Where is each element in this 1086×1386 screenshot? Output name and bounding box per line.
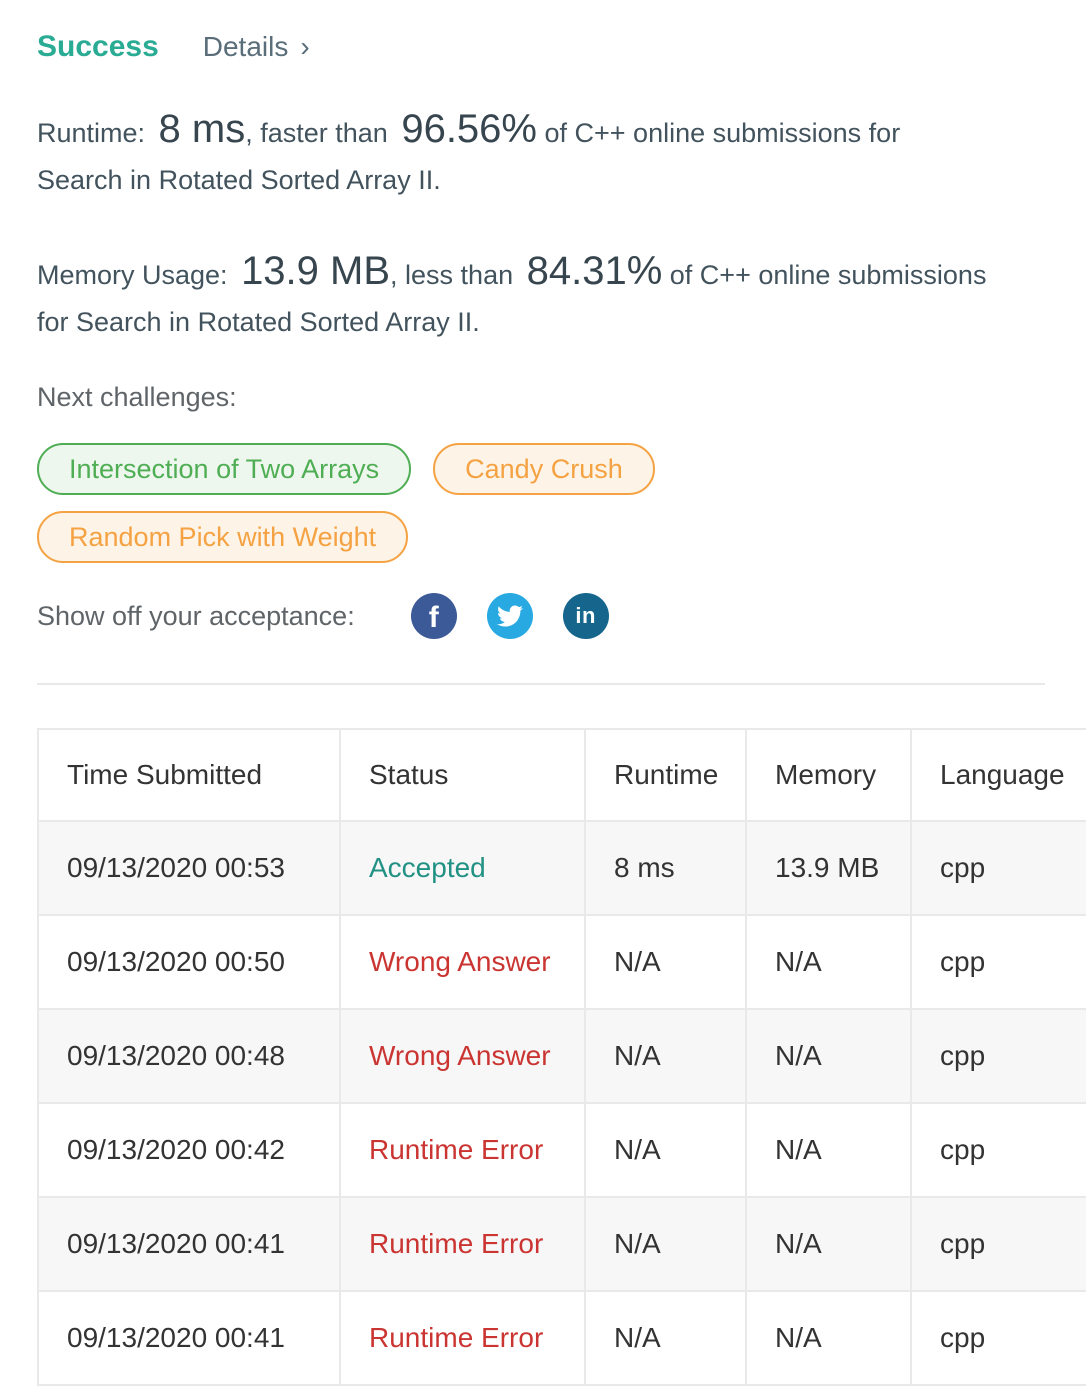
section-divider [37,683,1045,685]
submission-row [38,821,1086,915]
language-cell [911,1009,1086,1103]
result-header [37,30,1086,66]
runtime-cell [585,915,746,1009]
column-header-runtime: Runtime [585,729,746,821]
time-cell-text: 09/13/2020 00:48 [67,1040,285,1071]
column-header-status: Status [340,729,585,821]
details-link[interactable] [203,31,310,63]
runtime-cell [585,1103,746,1197]
twitter-share-button[interactable] [487,593,533,639]
memory-cell-text: N/A [775,1228,822,1259]
runtime-middle-text: , faster than [245,118,396,148]
status-link[interactable]: Wrong Answer [369,946,551,977]
facebook-icon: f [428,601,439,634]
memory-label: Memory Usage: [37,260,236,290]
runtime-cell-text: N/A [614,1322,661,1353]
runtime-cell [585,821,746,915]
language-cell [911,1103,1086,1197]
linkedin-share-button[interactable] [563,593,609,639]
status-cell [340,1197,585,1291]
submission-row [38,1103,1086,1197]
chevron-right-icon: › [300,31,310,62]
runtime-cell-text: 8 ms [614,852,675,883]
language-cell [911,821,1086,915]
memory-cell-text: N/A [775,946,822,977]
status-cell [340,1291,585,1385]
linkedin-icon: in [575,603,596,628]
memory-percentile: 84.31% [526,249,663,293]
runtime-cell-text: N/A [614,946,661,977]
submission-row [38,1197,1086,1291]
submission-row [38,1291,1086,1385]
memory-cell [746,1009,911,1103]
language-cell [911,915,1086,1009]
time-cell-text: 09/13/2020 00:50 [67,946,285,977]
language-cell-text: cpp [940,852,986,883]
twitter-icon [497,603,523,629]
submission-row [38,915,1086,1009]
status-link[interactable]: Runtime Error [369,1228,544,1259]
time-cell [38,1291,340,1385]
memory-cell-text: N/A [775,1322,822,1353]
time-cell-text: 09/13/2020 00:42 [67,1134,285,1165]
runtime-cell [585,1291,746,1385]
status-link[interactable]: Wrong Answer [369,1040,551,1071]
runtime-label: Runtime: [37,118,153,148]
time-cell [38,821,340,915]
language-cell-text: cpp [940,1228,986,1259]
submission-row [38,1009,1086,1103]
memory-cell [746,1291,911,1385]
memory-value: 13.9 MB [241,249,391,293]
runtime-cell [585,1197,746,1291]
runtime-cell-text: N/A [614,1228,661,1259]
status-cell [340,821,585,915]
table-header-row [38,729,1086,821]
details-link-label: Details [202,31,289,62]
runtime-value: 8 ms [158,107,246,151]
language-cell-text: cpp [940,1134,986,1165]
time-cell [38,1009,340,1103]
submissions-table-wrap [37,728,1086,1386]
submissions-table [37,728,1086,1386]
status-link[interactable]: Accepted [369,852,486,883]
language-cell-text: cpp [940,1040,986,1071]
status-cell [340,1103,585,1197]
memory-cell [746,915,911,1009]
challenge-pill[interactable]: Random Pick with Weight [37,511,408,563]
time-cell-text: 09/13/2020 00:41 [67,1322,285,1353]
result-status-title: Success [37,30,159,63]
status-link[interactable]: Runtime Error [369,1134,544,1165]
challenge-pill[interactable]: Intersection of Two Arrays [37,443,411,495]
language-cell-text: cpp [940,946,986,977]
time-cell [38,915,340,1009]
time-cell-text: 09/13/2020 00:53 [67,852,285,883]
status-cell [340,1009,585,1103]
runtime-summary [37,106,992,204]
memory-cell [746,821,911,915]
memory-middle-text: , less than [390,260,521,290]
language-cell-text: cpp [940,1322,986,1353]
memory-tail-text: of C++ online submissions for Search in Rotated Sorted Array II. [37,260,987,337]
challenge-pills [37,443,737,563]
runtime-tail-text: of C++ online submissions for Search in Rotated Sorted Array II. [37,118,901,195]
share-row [37,593,1086,639]
time-cell [38,1197,340,1291]
memory-cell-text: 13.9 MB [775,852,880,883]
column-header-language: Language [911,729,1086,821]
memory-cell-text: N/A [775,1134,822,1165]
next-challenges-label: Next challenges: [37,382,237,412]
status-link[interactable]: Runtime Error [369,1322,544,1353]
memory-cell-text: N/A [775,1040,822,1071]
status-cell [340,915,585,1009]
share-icons [411,593,609,639]
time-cell [38,1103,340,1197]
memory-cell [746,1103,911,1197]
language-cell [911,1291,1086,1385]
column-header-time-submitted: Time Submitted [38,729,340,821]
runtime-cell [585,1009,746,1103]
column-header-memory: Memory [746,729,911,821]
facebook-share-button[interactable] [411,593,457,639]
runtime-cell-text: N/A [614,1040,661,1071]
time-cell-text: 09/13/2020 00:41 [67,1228,285,1259]
memory-cell [746,1197,911,1291]
submissions-body [38,821,1086,1385]
share-label: Show off your acceptance: [37,600,355,631]
challenge-pill[interactable]: Candy Crush [433,443,655,495]
memory-summary [37,248,992,346]
language-cell [911,1197,1086,1291]
runtime-percentile: 96.56% [401,107,537,151]
runtime-cell-text: N/A [614,1134,661,1165]
